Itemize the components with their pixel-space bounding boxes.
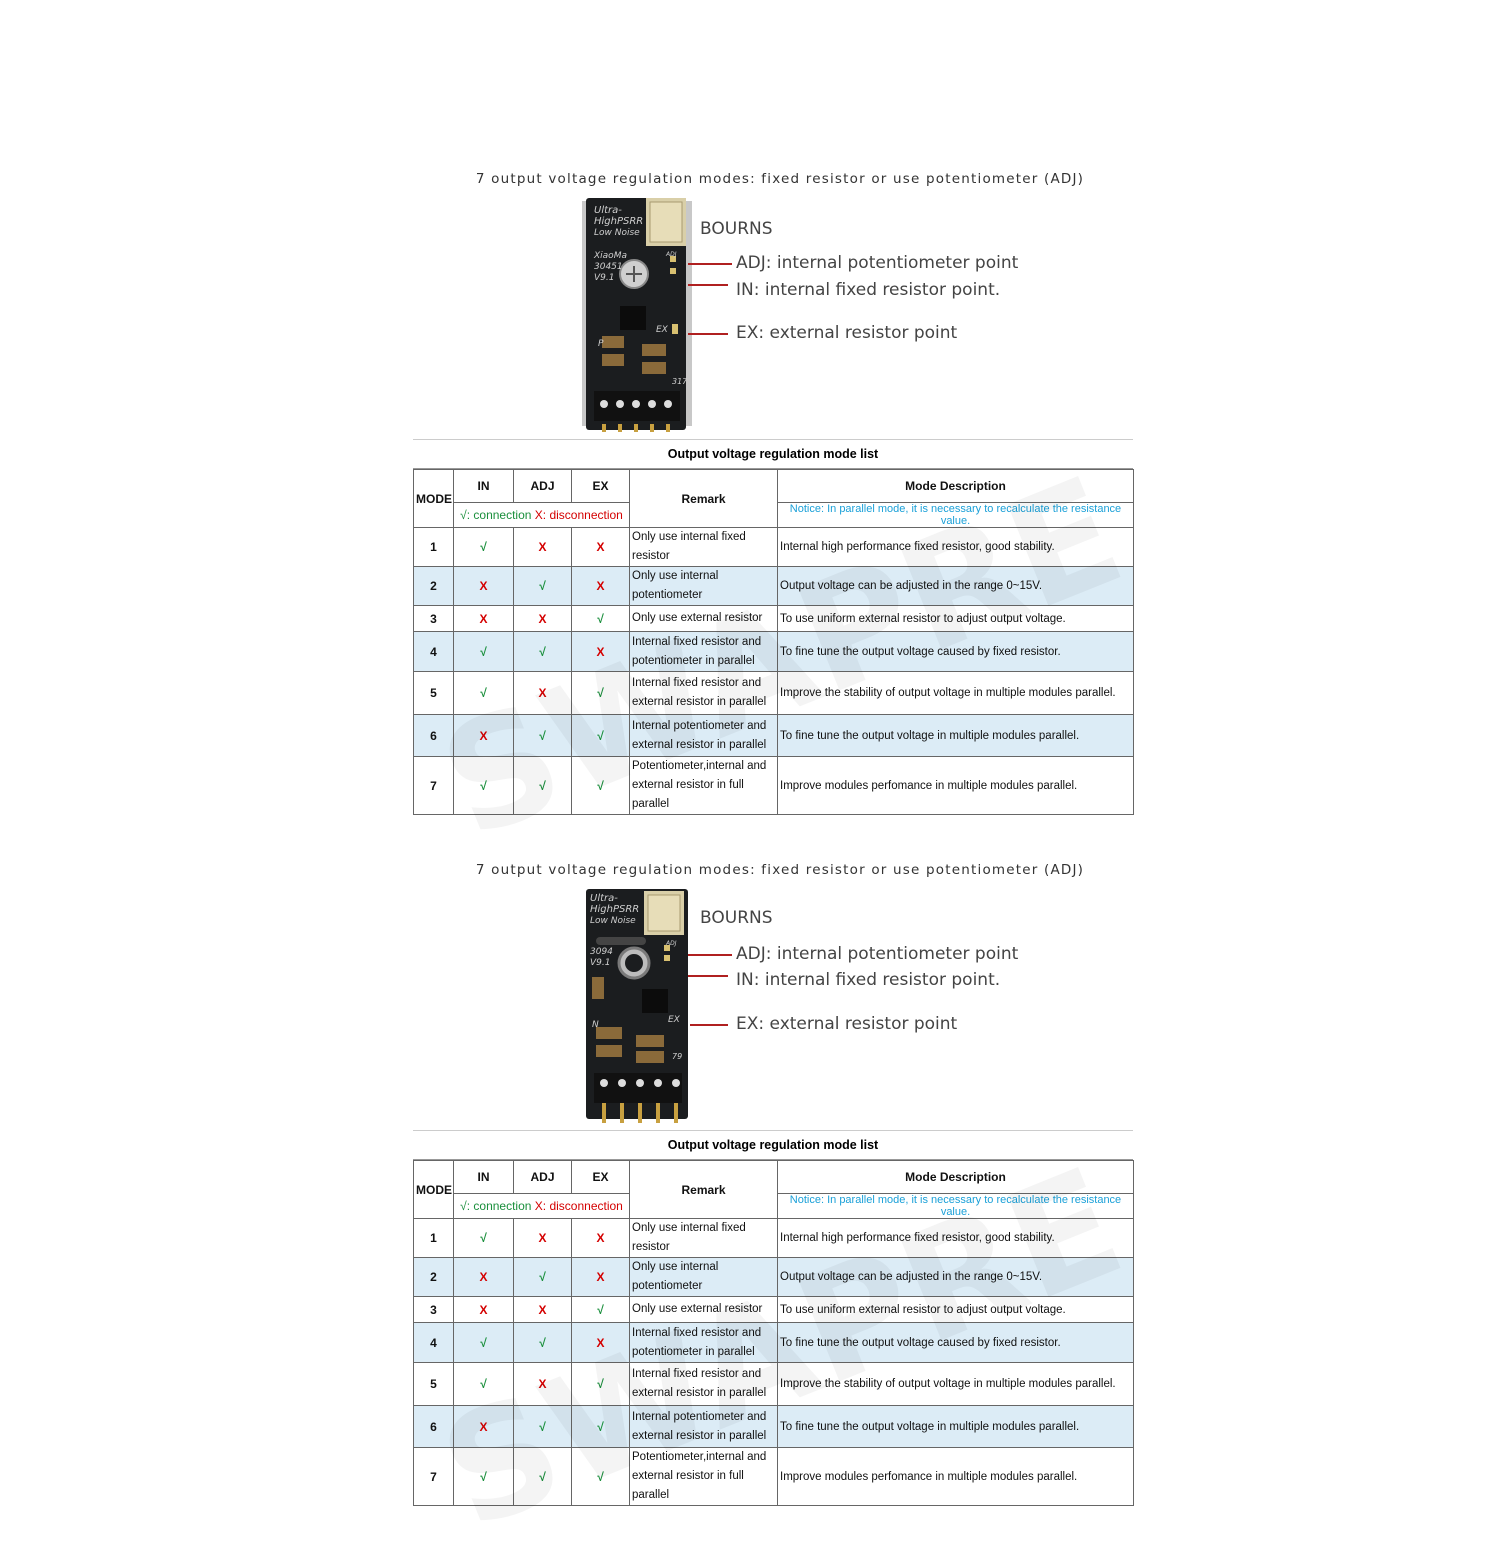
- panel-title: 7 output voltage regulation modes: fixed resistor or use potentiometer (ADJ): [475, 862, 1085, 878]
- legend-disconnection: X: disconnection: [534, 508, 623, 522]
- parallel-notice: Notice: In parallel mode, it is necessary to recalculate the resistance value.: [778, 1194, 1134, 1219]
- description-cell: To use uniform external resistor to adjust output voltage.: [778, 606, 1134, 632]
- in-callout: [736, 280, 1000, 300]
- table-row: [414, 632, 1134, 672]
- header-description: Mode Description: [778, 1161, 1134, 1194]
- ex-state: √: [572, 1448, 630, 1506]
- board-print: Low Noise: [594, 228, 640, 238]
- ex-state: √: [572, 1406, 630, 1448]
- header-description: Mode Description: [778, 470, 1134, 503]
- in-callout: [736, 970, 1000, 990]
- mode-number: 4: [414, 632, 454, 672]
- description-cell: Internal high performance fixed resistor, good stability.: [778, 528, 1134, 567]
- board-print: 3094: [590, 947, 613, 957]
- adj-leader-line: [688, 263, 732, 265]
- board-print: HighPSRR: [590, 904, 640, 915]
- remark-cell: Internal fixed resistor and external resistor in parallel: [630, 1363, 778, 1406]
- table-row: [414, 1363, 1134, 1406]
- remark-cell: Internal potentiometer and external resistor in parallel: [630, 1406, 778, 1448]
- description-cell: Output voltage can be adjusted in the range 0~15V.: [778, 567, 1134, 606]
- board-print: HighPSRR: [594, 216, 644, 227]
- in-text: internal fixed resistor point.: [764, 970, 1001, 990]
- mode-number: 7: [414, 757, 454, 815]
- mode-table-container: [413, 1130, 1133, 1506]
- ex-callout: [736, 1014, 957, 1034]
- board-print: Ultra-: [590, 893, 618, 904]
- remark-cell: Internal fixed resistor and external resistor in parallel: [630, 672, 778, 715]
- remark-cell: Only use internal fixed resistor: [630, 528, 778, 567]
- board-print: ADJ: [666, 940, 677, 947]
- adj-key: ADJ:: [736, 253, 772, 273]
- table-row: [414, 1219, 1134, 1258]
- description-cell: Improve the stability of output voltage in multiple modules parallel.: [778, 1363, 1134, 1406]
- legend-disconnection: X: disconnection: [534, 1199, 623, 1213]
- adj-state: √: [514, 567, 572, 606]
- remark-cell: Internal fixed resistor and potentiometer in parallel: [630, 632, 778, 672]
- description-cell: Internal high performance fixed resistor, good stability.: [778, 1219, 1134, 1258]
- board-print: ADJ: [666, 251, 677, 258]
- ex-state: √: [572, 1297, 630, 1323]
- table-row: [414, 757, 1134, 815]
- mode-number: 6: [414, 715, 454, 757]
- board-print: N: [592, 1020, 599, 1030]
- legend: [454, 503, 630, 528]
- ex-state: X: [572, 1258, 630, 1297]
- ex-state: √: [572, 672, 630, 715]
- table-row: [414, 606, 1134, 632]
- in-state: X: [454, 606, 514, 632]
- in-text: internal fixed resistor point.: [764, 280, 1001, 300]
- adj-state: √: [514, 1406, 572, 1448]
- remark-cell: Only use internal fixed resistor: [630, 1219, 778, 1258]
- ex-key: EX:: [736, 323, 765, 343]
- description-cell: To fine tune the output voltage caused by fixed resistor.: [778, 1323, 1134, 1363]
- panel-title: 7 output voltage regulation modes: fixed resistor or use potentiometer (ADJ): [475, 171, 1085, 187]
- ex-callout: [736, 323, 957, 343]
- header-ex: EX: [572, 1161, 630, 1194]
- in-state: X: [454, 1406, 514, 1448]
- in-state: √: [454, 1448, 514, 1506]
- table-row: [414, 715, 1134, 757]
- header-remark: Remark: [630, 1161, 778, 1219]
- mode-table-container: [413, 439, 1133, 815]
- mode-number: 1: [414, 1219, 454, 1258]
- adj-state: √: [514, 632, 572, 672]
- ex-state: X: [572, 1219, 630, 1258]
- adj-callout: [736, 253, 1018, 273]
- adj-callout: [736, 944, 1018, 964]
- adj-state: X: [514, 1297, 572, 1323]
- remark-cell: Only use external resistor: [630, 1297, 778, 1323]
- description-cell: Improve modules perfomance in multiple modules parallel.: [778, 1448, 1134, 1506]
- panel-1: [0, 171, 1500, 851]
- parallel-notice: Notice: In parallel mode, it is necessary to recalculate the resistance value.: [778, 503, 1134, 528]
- remark-cell: Potentiometer,internal and external resistor in full parallel: [630, 1448, 778, 1506]
- in-state: √: [454, 1323, 514, 1363]
- board-print: Ultra-: [594, 205, 622, 216]
- in-state: √: [454, 1363, 514, 1406]
- ex-state: X: [572, 632, 630, 672]
- table-row: [414, 672, 1134, 715]
- in-state: √: [454, 757, 514, 815]
- board-print: V9.1: [590, 958, 611, 968]
- header-adj: ADJ: [514, 1161, 572, 1194]
- mode-number: 7: [414, 1448, 454, 1506]
- mode-number: 1: [414, 528, 454, 567]
- mode-table: [413, 469, 1134, 815]
- board-print: EX: [656, 325, 668, 335]
- ex-text: external resistor point: [769, 323, 958, 343]
- ex-state: √: [572, 606, 630, 632]
- ex-state: √: [572, 715, 630, 757]
- mode-number: 3: [414, 606, 454, 632]
- table-row: [414, 528, 1134, 567]
- ex-state: X: [572, 567, 630, 606]
- in-state: X: [454, 1297, 514, 1323]
- table-row: [414, 1258, 1134, 1297]
- in-state: √: [454, 672, 514, 715]
- adj-text: internal potentiometer point: [776, 944, 1019, 964]
- in-state: X: [454, 567, 514, 606]
- adj-key: ADJ:: [736, 944, 772, 964]
- legend: [454, 1194, 630, 1219]
- remark-cell: Internal potentiometer and external resistor in parallel: [630, 715, 778, 757]
- table-row: [414, 1297, 1134, 1323]
- brand-label: BOURNS: [700, 908, 773, 928]
- panel-2: [0, 862, 1500, 1542]
- in-key: IN:: [736, 280, 760, 300]
- table-row: [414, 1448, 1134, 1506]
- adj-state: √: [514, 715, 572, 757]
- ex-leader-line: [688, 333, 728, 335]
- description-cell: To fine tune the output voltage in multiple modules parallel.: [778, 1406, 1134, 1448]
- board-print: EX: [668, 1015, 680, 1025]
- mode-number: 3: [414, 1297, 454, 1323]
- description-cell: To use uniform external resistor to adjust output voltage.: [778, 1297, 1134, 1323]
- board-photo: [582, 884, 692, 1126]
- header-remark: Remark: [630, 470, 778, 528]
- remark-cell: Only use internal potentiometer: [630, 567, 778, 606]
- adj-state: √: [514, 1448, 572, 1506]
- header-mode: MODE: [414, 1161, 454, 1219]
- board-print: V9.1: [594, 273, 615, 283]
- in-leader-line: [688, 975, 728, 977]
- adj-state: √: [514, 1258, 572, 1297]
- mode-number: 4: [414, 1323, 454, 1363]
- adj-text: internal potentiometer point: [776, 253, 1019, 273]
- adj-state: √: [514, 1323, 572, 1363]
- header-in: IN: [454, 1161, 514, 1194]
- board-print: Low Noise: [590, 916, 636, 926]
- in-state: √: [454, 528, 514, 567]
- table-row: [414, 1406, 1134, 1448]
- adj-leader-line: [688, 954, 732, 956]
- mode-number: 5: [414, 672, 454, 715]
- header-ex: EX: [572, 470, 630, 503]
- board-print: 30451: [594, 262, 623, 272]
- in-state: X: [454, 1258, 514, 1297]
- description-cell: Output voltage can be adjusted in the range 0~15V.: [778, 1258, 1134, 1297]
- in-key: IN:: [736, 970, 760, 990]
- in-leader-line: [688, 284, 728, 286]
- ex-state: X: [572, 1323, 630, 1363]
- remark-cell: Potentiometer,internal and external resistor in full parallel: [630, 757, 778, 815]
- ex-text: external resistor point: [769, 1014, 958, 1034]
- adj-state: X: [514, 1363, 572, 1406]
- adj-state: √: [514, 757, 572, 815]
- header-in: IN: [454, 470, 514, 503]
- remark-cell: Internal fixed resistor and potentiometer in parallel: [630, 1323, 778, 1363]
- remark-cell: Only use internal potentiometer: [630, 1258, 778, 1297]
- adj-state: X: [514, 1219, 572, 1258]
- ex-state: X: [572, 528, 630, 567]
- board-print: 79: [672, 1052, 683, 1061]
- in-state: √: [454, 632, 514, 672]
- mode-number: 2: [414, 1258, 454, 1297]
- header-mode: MODE: [414, 470, 454, 528]
- board-print: XiaoMa: [594, 251, 627, 261]
- description-cell: To fine tune the output voltage caused by fixed resistor.: [778, 632, 1134, 672]
- adj-state: X: [514, 528, 572, 567]
- in-state: X: [454, 715, 514, 757]
- remark-cell: Only use external resistor: [630, 606, 778, 632]
- description-cell: Improve modules perfomance in multiple modules parallel.: [778, 757, 1134, 815]
- adj-state: X: [514, 606, 572, 632]
- brand-label: BOURNS: [700, 219, 773, 239]
- in-state: √: [454, 1219, 514, 1258]
- board-print: 317: [672, 377, 688, 386]
- board-print: P: [598, 339, 604, 349]
- mode-number: 5: [414, 1363, 454, 1406]
- legend-connection: √: connection: [460, 508, 532, 522]
- legend-connection: √: connection: [460, 1199, 532, 1213]
- description-cell: Improve the stability of output voltage in multiple modules parallel.: [778, 672, 1134, 715]
- board-photo: [582, 196, 692, 432]
- ex-key: EX:: [736, 1014, 765, 1034]
- table-row: [414, 567, 1134, 606]
- mode-number: 6: [414, 1406, 454, 1448]
- table-title: Output voltage regulation mode list: [413, 439, 1133, 469]
- ex-leader-line: [690, 1024, 728, 1026]
- description-cell: To fine tune the output voltage in multiple modules parallel.: [778, 715, 1134, 757]
- ex-state: √: [572, 757, 630, 815]
- ex-state: √: [572, 1363, 630, 1406]
- adj-state: X: [514, 672, 572, 715]
- table-title: Output voltage regulation mode list: [413, 1130, 1133, 1160]
- header-adj: ADJ: [514, 470, 572, 503]
- mode-table: [413, 1160, 1134, 1506]
- mode-number: 2: [414, 567, 454, 606]
- table-row: [414, 1323, 1134, 1363]
